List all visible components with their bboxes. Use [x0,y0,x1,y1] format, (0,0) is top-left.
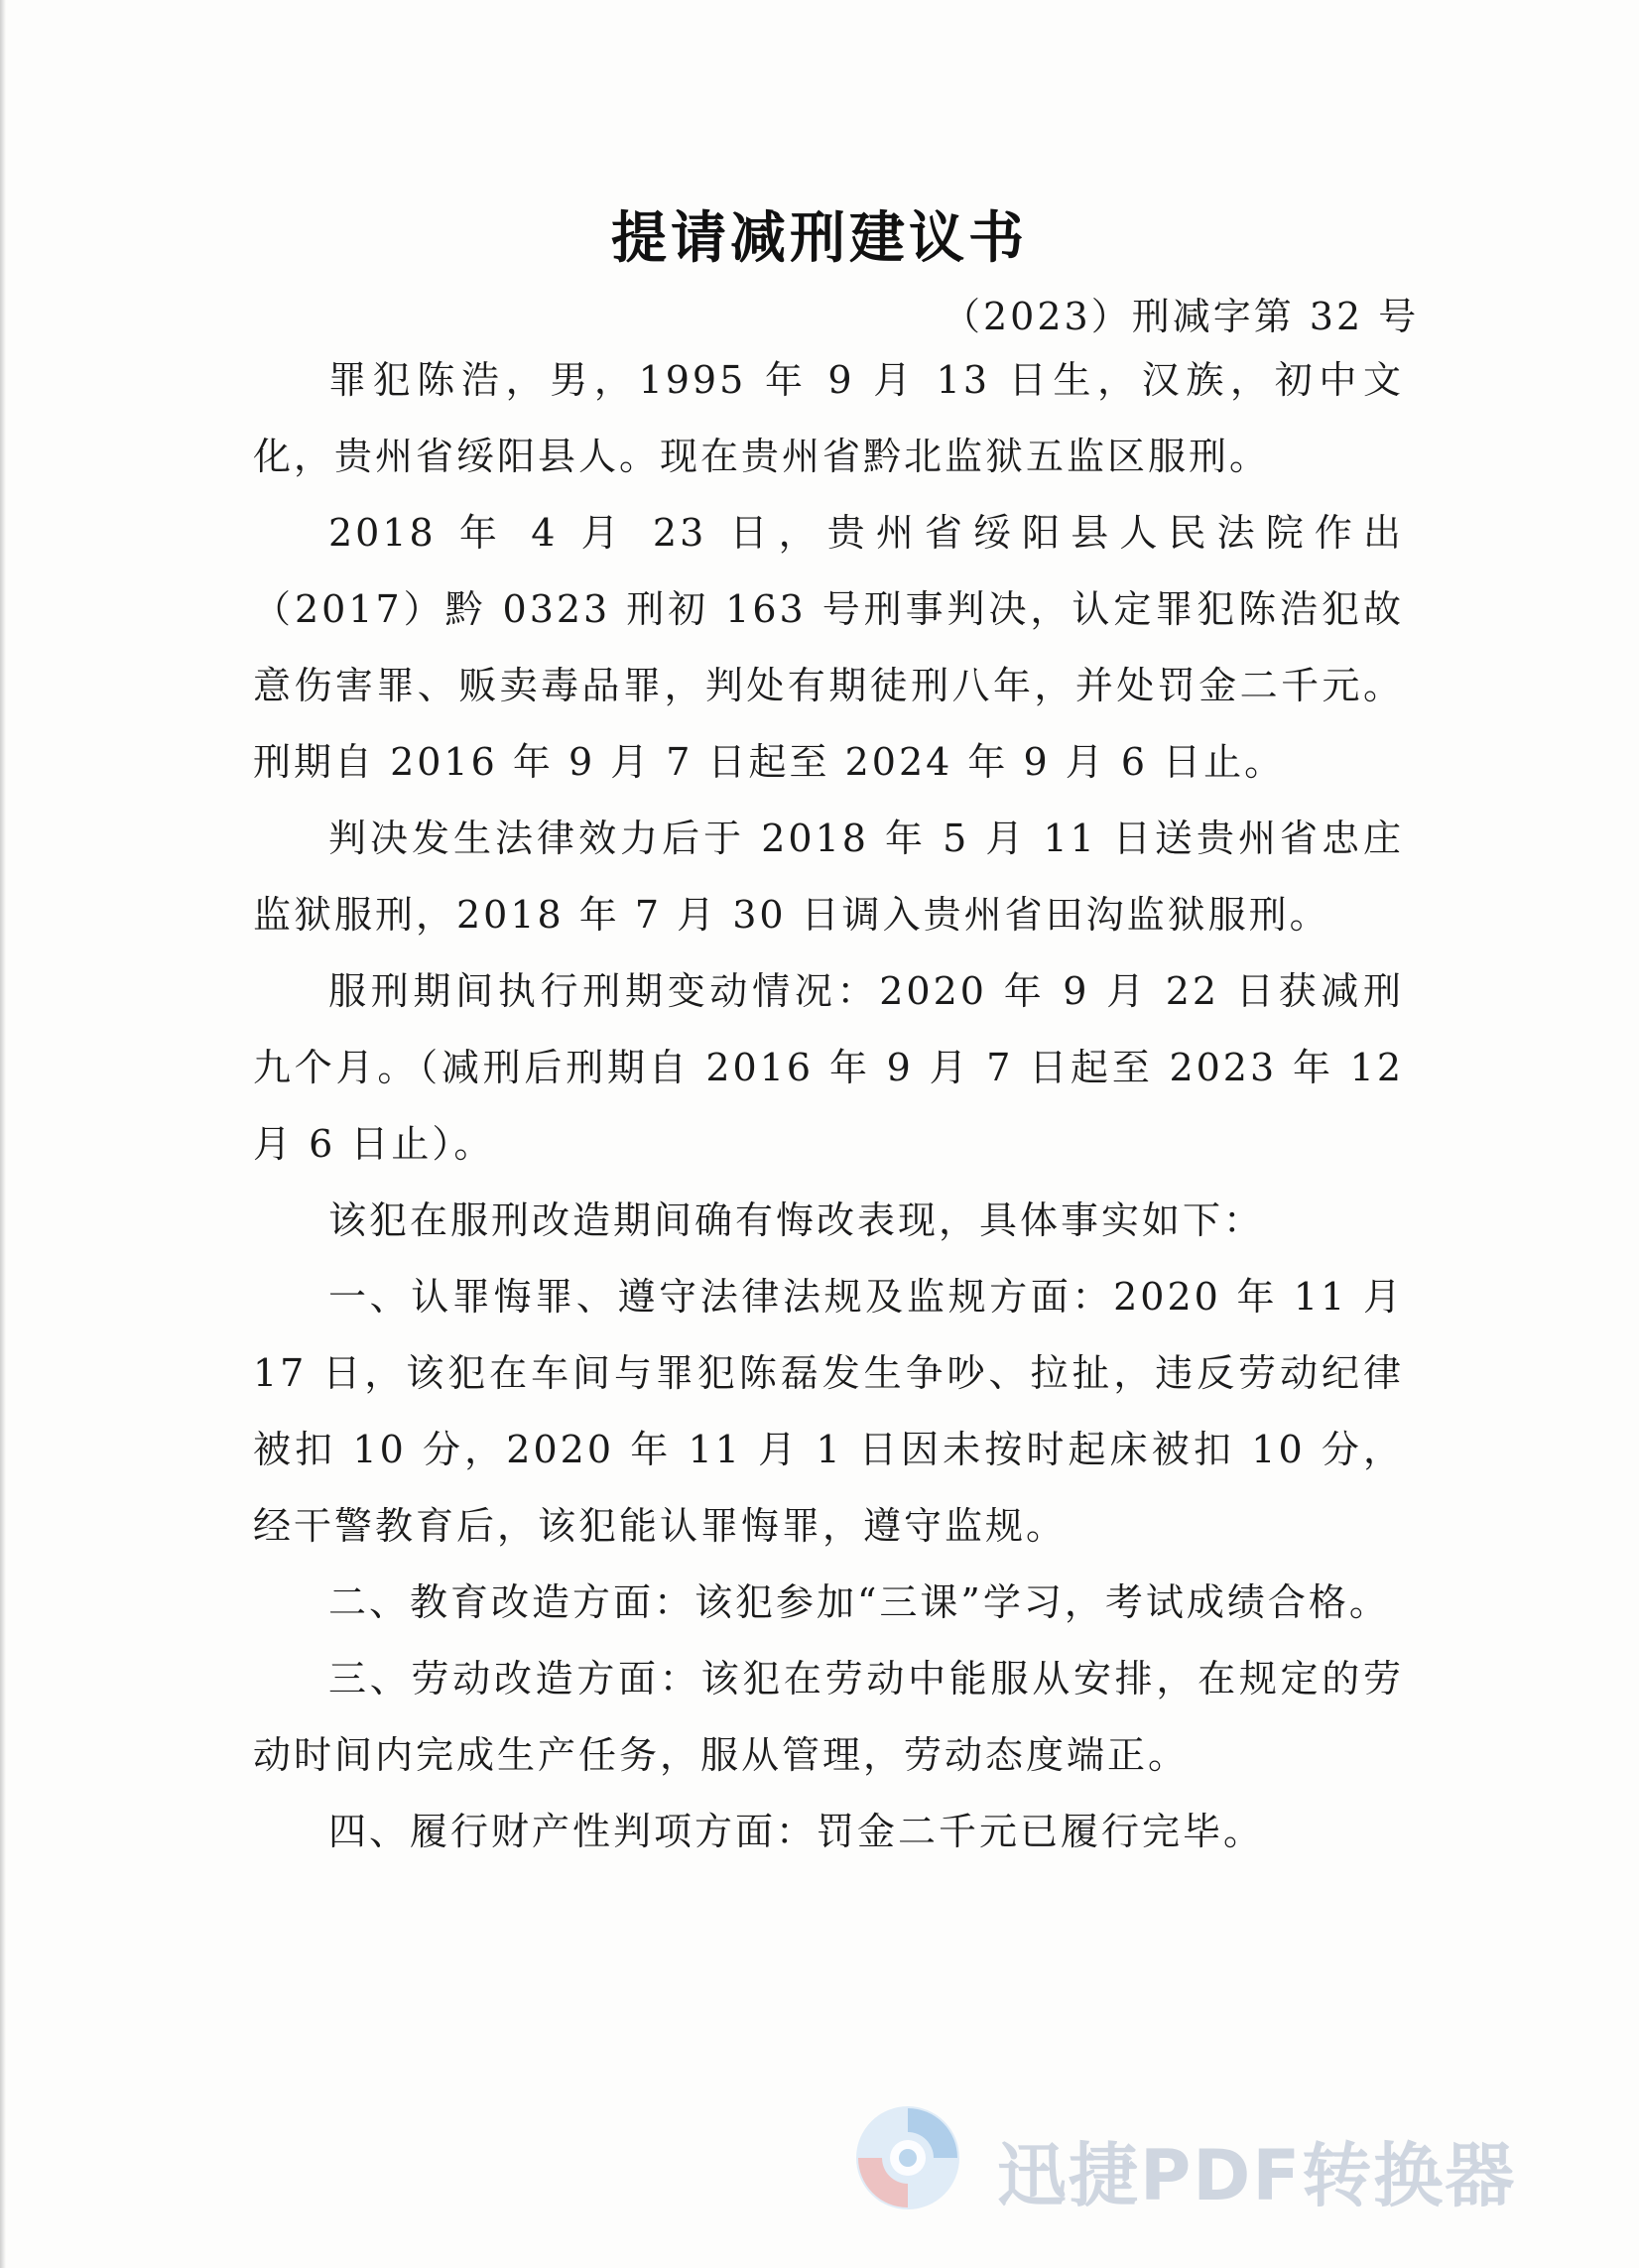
document-body [253,342,1404,1870]
paragraph-transfer: 判决发生法律效力后于 2018 年 5 月 11 日送贵州省忠庄监狱服刑，2018 年 7 月 30 日调入贵州省田沟监狱服刑。 [253,817,1404,937]
paragraph-fact-1: 一、认罪悔罪、遵守法律法规及监规方面：2020 年 11 月 17 日，该犯在车间与罪犯陈磊发生争吵、拉扯，违反劳动纪律被扣 10 分，2020 年 11 月 1 日因未按时起床被扣 10 分，经干警教育后，该犯能认罪悔罪，遵守监规。 [253,1275,1404,1548]
paragraph-judgment: 2018 年 4 月 23 日，贵州省绥阳县人民法院作出（2017）黔 0323 刑初 163 号刑事判决，认定罪犯陈浩犯故意伤害罪、贩卖毒品罪，判处有期徒刑八年，并处罚金二千元。刑期自 2016 年 9 月 7 日起至 2024 年 9 月 6 日止。 [253,511,1404,784]
paragraph-facts-intro: 该犯在服刑改造期间确有悔改表现，具体事实如下： [328,1198,1265,1242]
xunjie-pdf-logo-icon [848,2098,967,2217]
document-number: （2023）刑减字第 32 号 [943,295,1420,338]
document-title: 提请减刑建议书 [611,206,1028,271]
paragraph-fact-3: 三、劳动改造方面：该犯在劳动中能服从安排，在规定的劳动时间内完成生产任务，服从管理，劳动态度端正。 [253,1657,1404,1777]
paragraph-fact-4: 四、履行财产性判项方面：罚金二千元已履行完毕。 [328,1810,1265,1853]
paragraph-sentence-changes: 服刑期间执行刑期变动情况：2020 年 9 月 22 日获减刑九个月。（减刑后刑期自 2016 年 9 月 7 日起至 2023 年 12 月 6 日止）。 [253,969,1404,1166]
paragraph-fact-2: 二、教育改造方面：该犯参加“三课”学习，考试成绩合格。 [328,1580,1390,1624]
watermark [848,2098,1602,2217]
watermark-text: 迅捷PDF转换器 [997,2135,1517,2216]
scan-edge-shadow [0,0,6,2268]
paragraph-criminal-info: 罪犯陈浩，男，1995 年 9 月 13 日生，汉族，初中文化，贵州省绥阳县人。现在贵州省黔北监狱五监区服刑。 [253,358,1404,478]
